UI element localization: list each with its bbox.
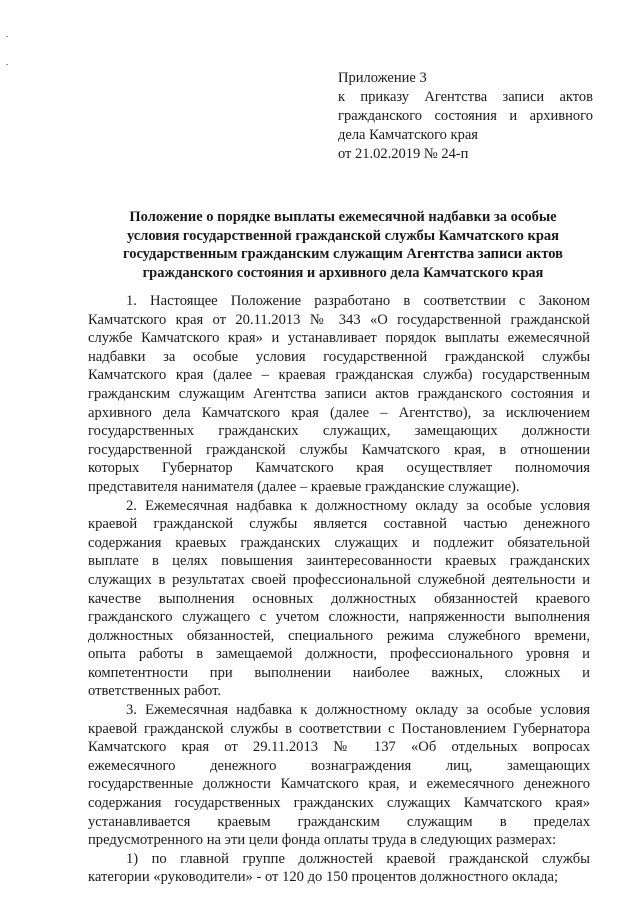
body-line: представителя нанимателя (далее – краевые гражданские служащие). [88,478,520,495]
body-line: государственные должности Камчатского края, и ежемесячного денежного [88,776,590,793]
document-title [88,208,598,282]
body-line: которых Губернатор Камчатского края осуществляет полномочия [88,460,590,477]
title-line: условия государственной гражданской службы Камчатского края [127,227,559,244]
body-line: архивного дела Камчатского края (далее – Агентство), за исключением [88,404,590,421]
scan-mark [6,64,8,65]
body-line: должностных обязанностей, специального режима служебного времени, [88,627,590,644]
body-line: краевой гражданской службы в соответствии с Постановлением Губернатора [88,720,590,737]
body-line: государственных гражданских служащих, замещающих должности [88,423,590,440]
body-line: краевой гражданской службы является составной частью денежного [88,516,590,533]
body-line: гражданского служащего с учетом сложности, напряженности выполнения [88,609,590,626]
appendix-line: дела Камчатского края [338,127,478,143]
appendix-header [338,69,593,164]
body-line: надбавки за особые условия государственной гражданской службы [88,348,590,365]
body-line: 1. Настоящее Положение разработано в соответствии с Законом [126,293,590,309]
body-line: гражданским служащим Агентства записи актов гражданского состояния и [88,385,590,402]
body-line: ежемесячного денежного вознаграждения лиц, замещающих [88,757,590,774]
body-line: категории «руководители» - от 120 до 150 процентов должностного оклада; [88,869,559,886]
document-body [88,292,590,887]
scan-mark [6,36,8,37]
body-line: 3. Ежемесячная надбавка к должностному окладу за особые условия [126,702,590,719]
appendix-line: Приложение 3 [338,70,427,86]
body-line: выплате в целях повышения заинтересованности краевых гражданских [88,553,590,570]
body-line: службе Камчатского края» и устанавливает порядок выплаты ежемесячной [88,330,590,347]
title-line: Положение о порядке выплаты ежемесячной надбавки за особые [129,209,557,225]
body-line: содержания краевых гражданских служащих и подлежит обязательной [88,534,590,551]
body-line: 1) по главной группе должностей краевой гражданской службы [126,850,590,867]
body-line: Камчатского края от 29.11.2013 № 137 «Об отдельных вопросах [88,739,590,756]
body-line: предусмотренного на эти цели фонда оплаты труда в следующих размерах: [88,832,557,849]
body-line: качестве выполнения основных должностных обязанностей краевого [88,590,590,607]
title-line: государственным гражданским служащим Агентства записи актов [122,246,564,262]
appendix-line: к приказу Агентства записи актов [338,89,593,105]
body-line: Камчатского края (далее – краевая гражданская служба) государственным [88,367,590,384]
body-line: содержания государственных гражданских служащих Камчатского края» [88,795,590,812]
appendix-line: от 21.02.2019 № 24-п [338,146,469,162]
body-line: служащих в результатах своей профессиональной служебной деятельности и [88,571,590,588]
body-line: опыта работы в замещаемой должности, профессионального уровня и [88,646,590,663]
body-line: Камчатского края от 20.11.2013 № 343 «О государственной гражданской [88,311,590,328]
body-line: компетентности при выполнении наиболее важных, сложных и [88,664,590,681]
body-line: государственной гражданской службы Камчатского края, в отношении [88,441,590,458]
title-line: гражданского состояния и архивного дела Камчатского края [142,264,544,281]
appendix-line: гражданского состояния и архивного [338,108,593,124]
body-line: ответственных работ. [88,683,222,700]
body-line: устанавливается краевым гражданским служащим в пределах [88,813,590,830]
body-line: 2. Ежемесячная надбавка к должностному окладу за особые условия [126,497,590,514]
